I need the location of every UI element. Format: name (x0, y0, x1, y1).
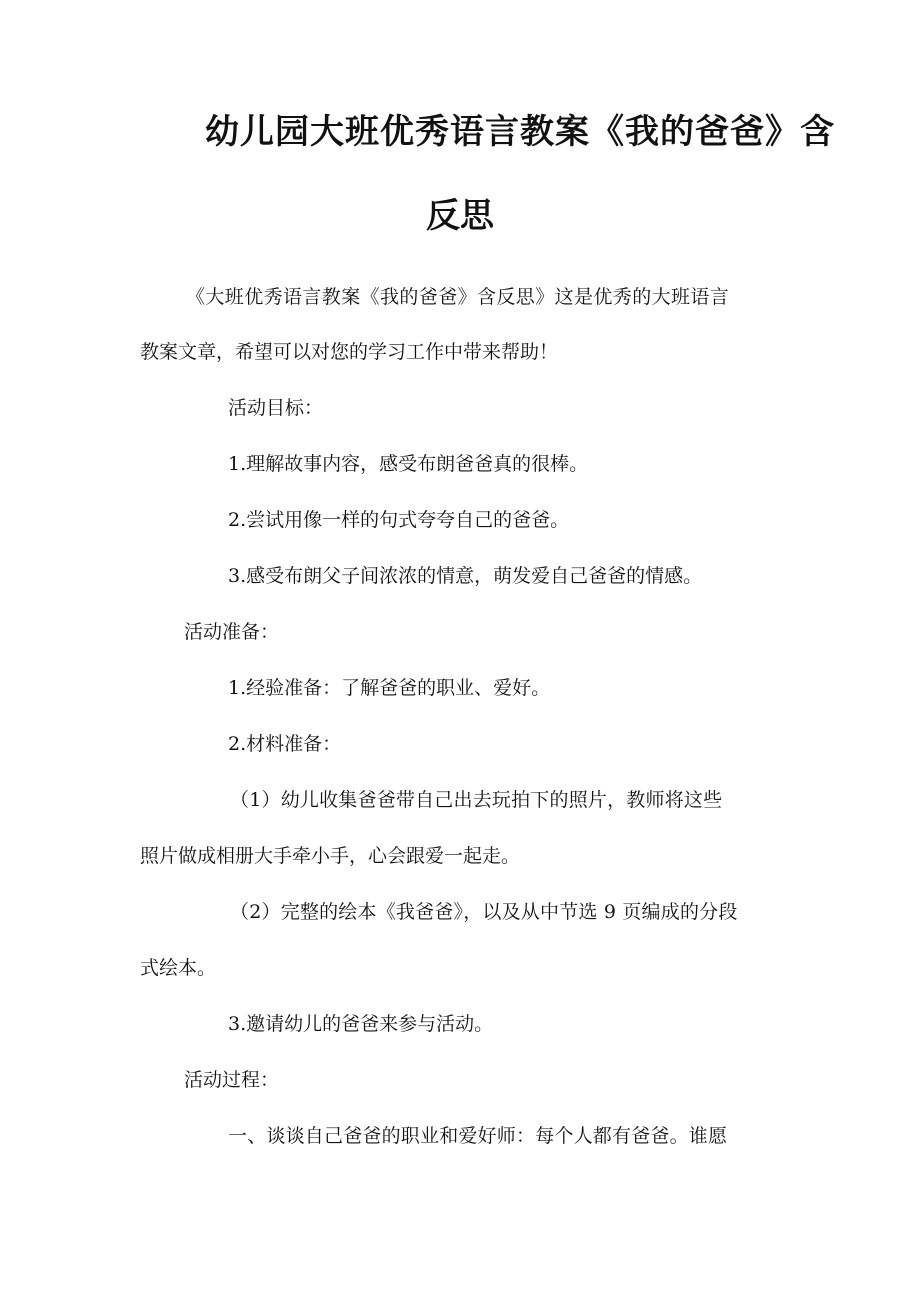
preparation-heading: 活动准备： (184, 621, 280, 643)
material-1-line-1: （1）幼儿收集爸爸带自己出去玩拍下的照片，教师将这些 (230, 789, 723, 811)
preparation-item-materials: 2.材料准备： (228, 733, 342, 755)
material-2-line-1: （2）完整的绘本《我爸爸》，以及从中节选 9 页编成的分段 (230, 901, 738, 923)
material-2-line-2: 式绘本。 (140, 957, 217, 979)
document-title-line-2: 反思 (426, 196, 494, 236)
objective-item: 1.理解故事内容，感受布朗爸爸真的很棒。 (228, 453, 589, 475)
objective-item: 2.尝试用像一样的句式夸夸自己的爸爸。 (228, 509, 570, 531)
objective-item: 3.感受布朗父子间浓浓的情意，萌发爱自己爸爸的情感。 (228, 565, 703, 587)
preparation-item-experience: 1.经验准备：了解爸爸的职业、爱好。 (228, 677, 551, 699)
intro-paragraph-line-2: 教案文章，希望可以对您的学习工作中带来帮助！ (140, 341, 559, 363)
process-step-1-line: 一、谈谈自己爸爸的职业和爱好师：每个人都有爸爸。谁愿 (228, 1125, 728, 1147)
process-heading: 活动过程： (184, 1069, 280, 1091)
document-title-line-1: 幼儿园大班优秀语言教案《我的爸爸》含 (205, 112, 835, 152)
intro-paragraph-line-1: 《大班优秀语言教案《我的爸爸》含反思》这是优秀的大班语言 (186, 286, 730, 308)
preparation-item-invite-parents: 3.邀请幼儿的爸爸来参与活动。 (228, 1013, 494, 1035)
material-1-line-2: 照片做成相册大手牵小手，心会跟爱一起走。 (140, 845, 521, 867)
objectives-heading: 活动目标： (228, 397, 324, 419)
